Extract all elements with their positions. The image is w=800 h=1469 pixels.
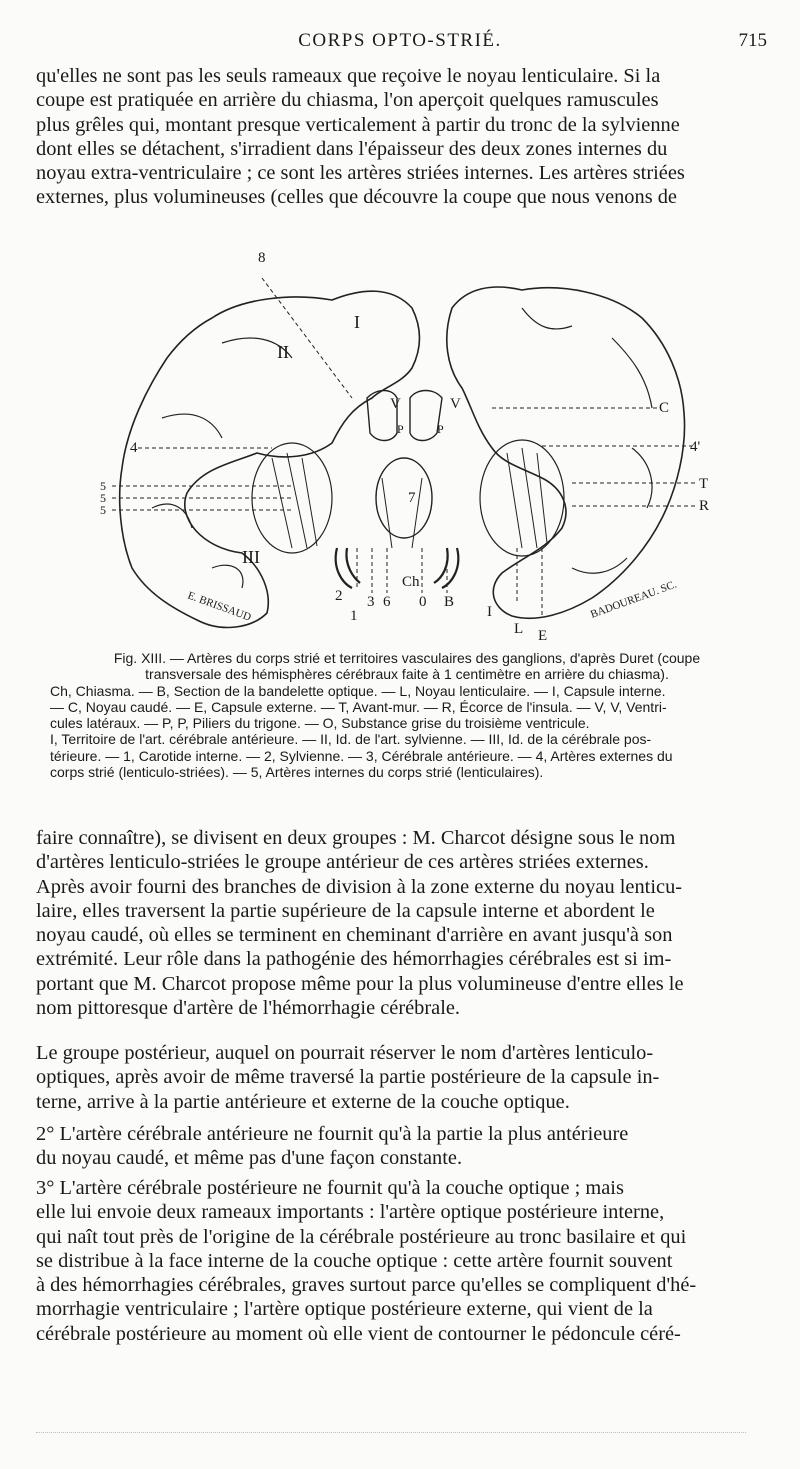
text-line: du noyau caudé, et même pas d'une façon constante. (36, 1147, 463, 1170)
caption-line: transversale des hémisphères cérébraux faite à 1 centimètre en arrière du chiasma). (145, 666, 669, 683)
paragraph-4 (36, 1122, 768, 1171)
paragraph-2 (36, 826, 768, 1020)
label-7: 7 (408, 490, 416, 506)
label-I-capsule: I (487, 604, 492, 620)
label-P-left: P (397, 422, 404, 436)
label-8: 8 (258, 250, 266, 266)
text-line: morrhagie ventriculaire ; l'artère optique postérieure externe, qui vient de la (36, 1298, 653, 1321)
label-5c: 5 (100, 503, 106, 517)
leader-lines (112, 278, 697, 621)
text-line: externes, plus volumineuses (celles que découvre la coupe que nous venons de (36, 186, 677, 209)
text-line: optiques, après avoir de même traversé la partie postérieure de la capsule in- (36, 1066, 660, 1089)
caption-line: cules latéraux. — P, P, Piliers du trigone. — O, Substance grise du troisième ventricule. (50, 715, 590, 732)
cortex-folds (152, 308, 652, 588)
engraver-signature-right: BADOUREAU. SC. (588, 578, 679, 621)
label-L: L (514, 621, 524, 637)
label-I: I (354, 312, 360, 332)
figure-labels (100, 250, 709, 644)
caption-line: Fig. XIII. — Artères du corps strié et territoires vasculaires des ganglions, d'après Duret (coupe (113, 650, 701, 666)
label-2: 2 (335, 588, 343, 604)
page-number: 715 (738, 30, 767, 51)
label-4-prime: 4' (690, 439, 701, 455)
text-line: portant que M. Charcot propose même pour la plus volumineuse d'entre elles le (36, 972, 684, 995)
text-line: noyau extra-ventriculaire ; ce sont les artères striées internes. Les artères striées (36, 162, 685, 185)
label-B: B (444, 594, 455, 610)
text-line: Après avoir fourni des branches de division à la zone externe du noyau lenticu- (36, 875, 683, 898)
label-V-left: V (390, 396, 401, 412)
paragraph-1 (36, 64, 768, 210)
label-3: 3 (367, 594, 375, 610)
caption-line: — C, Noyau caudé. — E, Capsule externe. — T, Avant-mur. — R, Écorce de l'insula. — V, V, Ventri- (50, 698, 667, 715)
caption-line: térieure. — 1, Carotide interne. — 2, Sylvienne. — 3, Cérébrale antérieure. — 4, Artères externes du (50, 747, 673, 764)
text-line: à des hémorrhagies cérébrales, graves surtout parce qu'elles se compliquent d'hé- (36, 1274, 697, 1297)
label-4: 4 (130, 440, 138, 456)
carotid-left (336, 548, 360, 588)
label-O: 0 (419, 594, 427, 610)
label-6: 6 (383, 594, 391, 610)
text-line: terne, arrive à la partie antérieure et externe de la couche optique. (36, 1090, 570, 1113)
label-1: 1 (350, 608, 358, 624)
text-line: elle lui envoie deux rameaux importants : l'artère optique postérieure interne, (36, 1201, 665, 1224)
carotid-right (434, 548, 458, 588)
text-line: 2° L'artère cérébrale antérieure ne fournit qu'à la partie la plus antérieure (36, 1123, 629, 1145)
text-line: Le groupe postérieur, auquel on pourrait réserver le nom d'artères lenticulo- (36, 1042, 654, 1064)
paragraph-5 (36, 1176, 768, 1346)
caption-line: I, Territoire de l'art. cérébrale antérieure. — II, Id. de l'art. sylvienne. — III, Id. de la cérébrale pos- (50, 731, 652, 748)
text-line: extrémité. Leur rôle dans la pathogénie des hémorrhagies cérébrales est si im- (36, 948, 672, 971)
anatomical-figure (92, 248, 712, 648)
text-line: cérébrale postérieure au moment où elle vient de contourner le pédoncule céré- (36, 1322, 681, 1345)
brain-section-engraving (92, 248, 712, 648)
label-T: T (699, 476, 709, 492)
label-V-right: V (450, 396, 461, 412)
label-5a: 5 (100, 479, 106, 493)
page-header (0, 30, 800, 60)
footer-rule (36, 1432, 746, 1433)
label-E: E (538, 628, 548, 644)
label-C: C (659, 400, 670, 416)
paragraph-3 (36, 1041, 768, 1114)
label-P-right: P (437, 422, 444, 436)
label-R: R (699, 498, 710, 514)
engraver-signature-left: E. BRISSAUD (185, 589, 253, 624)
running-title: CORPS OPTO-STRIÉ. (298, 30, 502, 51)
label-5b: 5 (100, 491, 106, 505)
label-II: II (277, 342, 289, 362)
text-line: d'artères lenticulo-striées le groupe antérieur de ces artères striées externes. (36, 851, 649, 874)
caption-line: Ch, Chiasma. — B, Section de la bandelette optique. — L, Noyau lenticulaire. — I, Capsule interne. (50, 682, 666, 699)
label-III: III (242, 547, 260, 567)
text-line: qu'elles ne sont pas les seuls rameaux que reçoive le noyau lenticulaire. Si la (36, 65, 661, 87)
text-line: se distribue à la face interne de la couche optique : cette artère fournit souvent (36, 1249, 673, 1272)
right-hemisphere-outline (447, 287, 685, 621)
caption-line: corps strié (lenticulo-striées). — 5, Artères internes du corps strié (lenticulaires). (50, 764, 544, 781)
text-line: dont elles se détachent, s'irradient dans l'épaisseur des deux zones internes du (36, 137, 668, 160)
lenticular-nucleus-right (480, 440, 564, 556)
lenticular-nucleus-left (252, 443, 332, 553)
figure-caption (50, 650, 764, 780)
text-line: noyau caudé, où elles se terminent en cheminant d'arrière en avant jusqu'à son (36, 924, 673, 947)
text-line: qui naît tout près de l'origine de la cérébrale postérieure au tronc basilaire et qui (36, 1225, 687, 1248)
text-line: faire connaître), se divisent en deux groupes : M. Charcot désigne sous le nom (36, 827, 676, 849)
text-line: coupe est pratiquée en arrière du chiasma, l'on aperçoit quelques ramuscules (36, 89, 659, 112)
text-line: nom pittoresque d'artère de l'hémorrhagie cérébrale. (36, 997, 461, 1020)
text-line: 3° L'artère cérébrale postérieure ne fournit qu'à la couche optique ; mais (36, 1177, 624, 1199)
text-line: plus grêles qui, montant presque verticalement à partir du tronc de la sylvienne (36, 113, 680, 136)
label-Ch: Ch (402, 574, 420, 590)
text-line: laire, elles traversent la partie supérieure de la capsule interne et abordent le (36, 899, 655, 922)
